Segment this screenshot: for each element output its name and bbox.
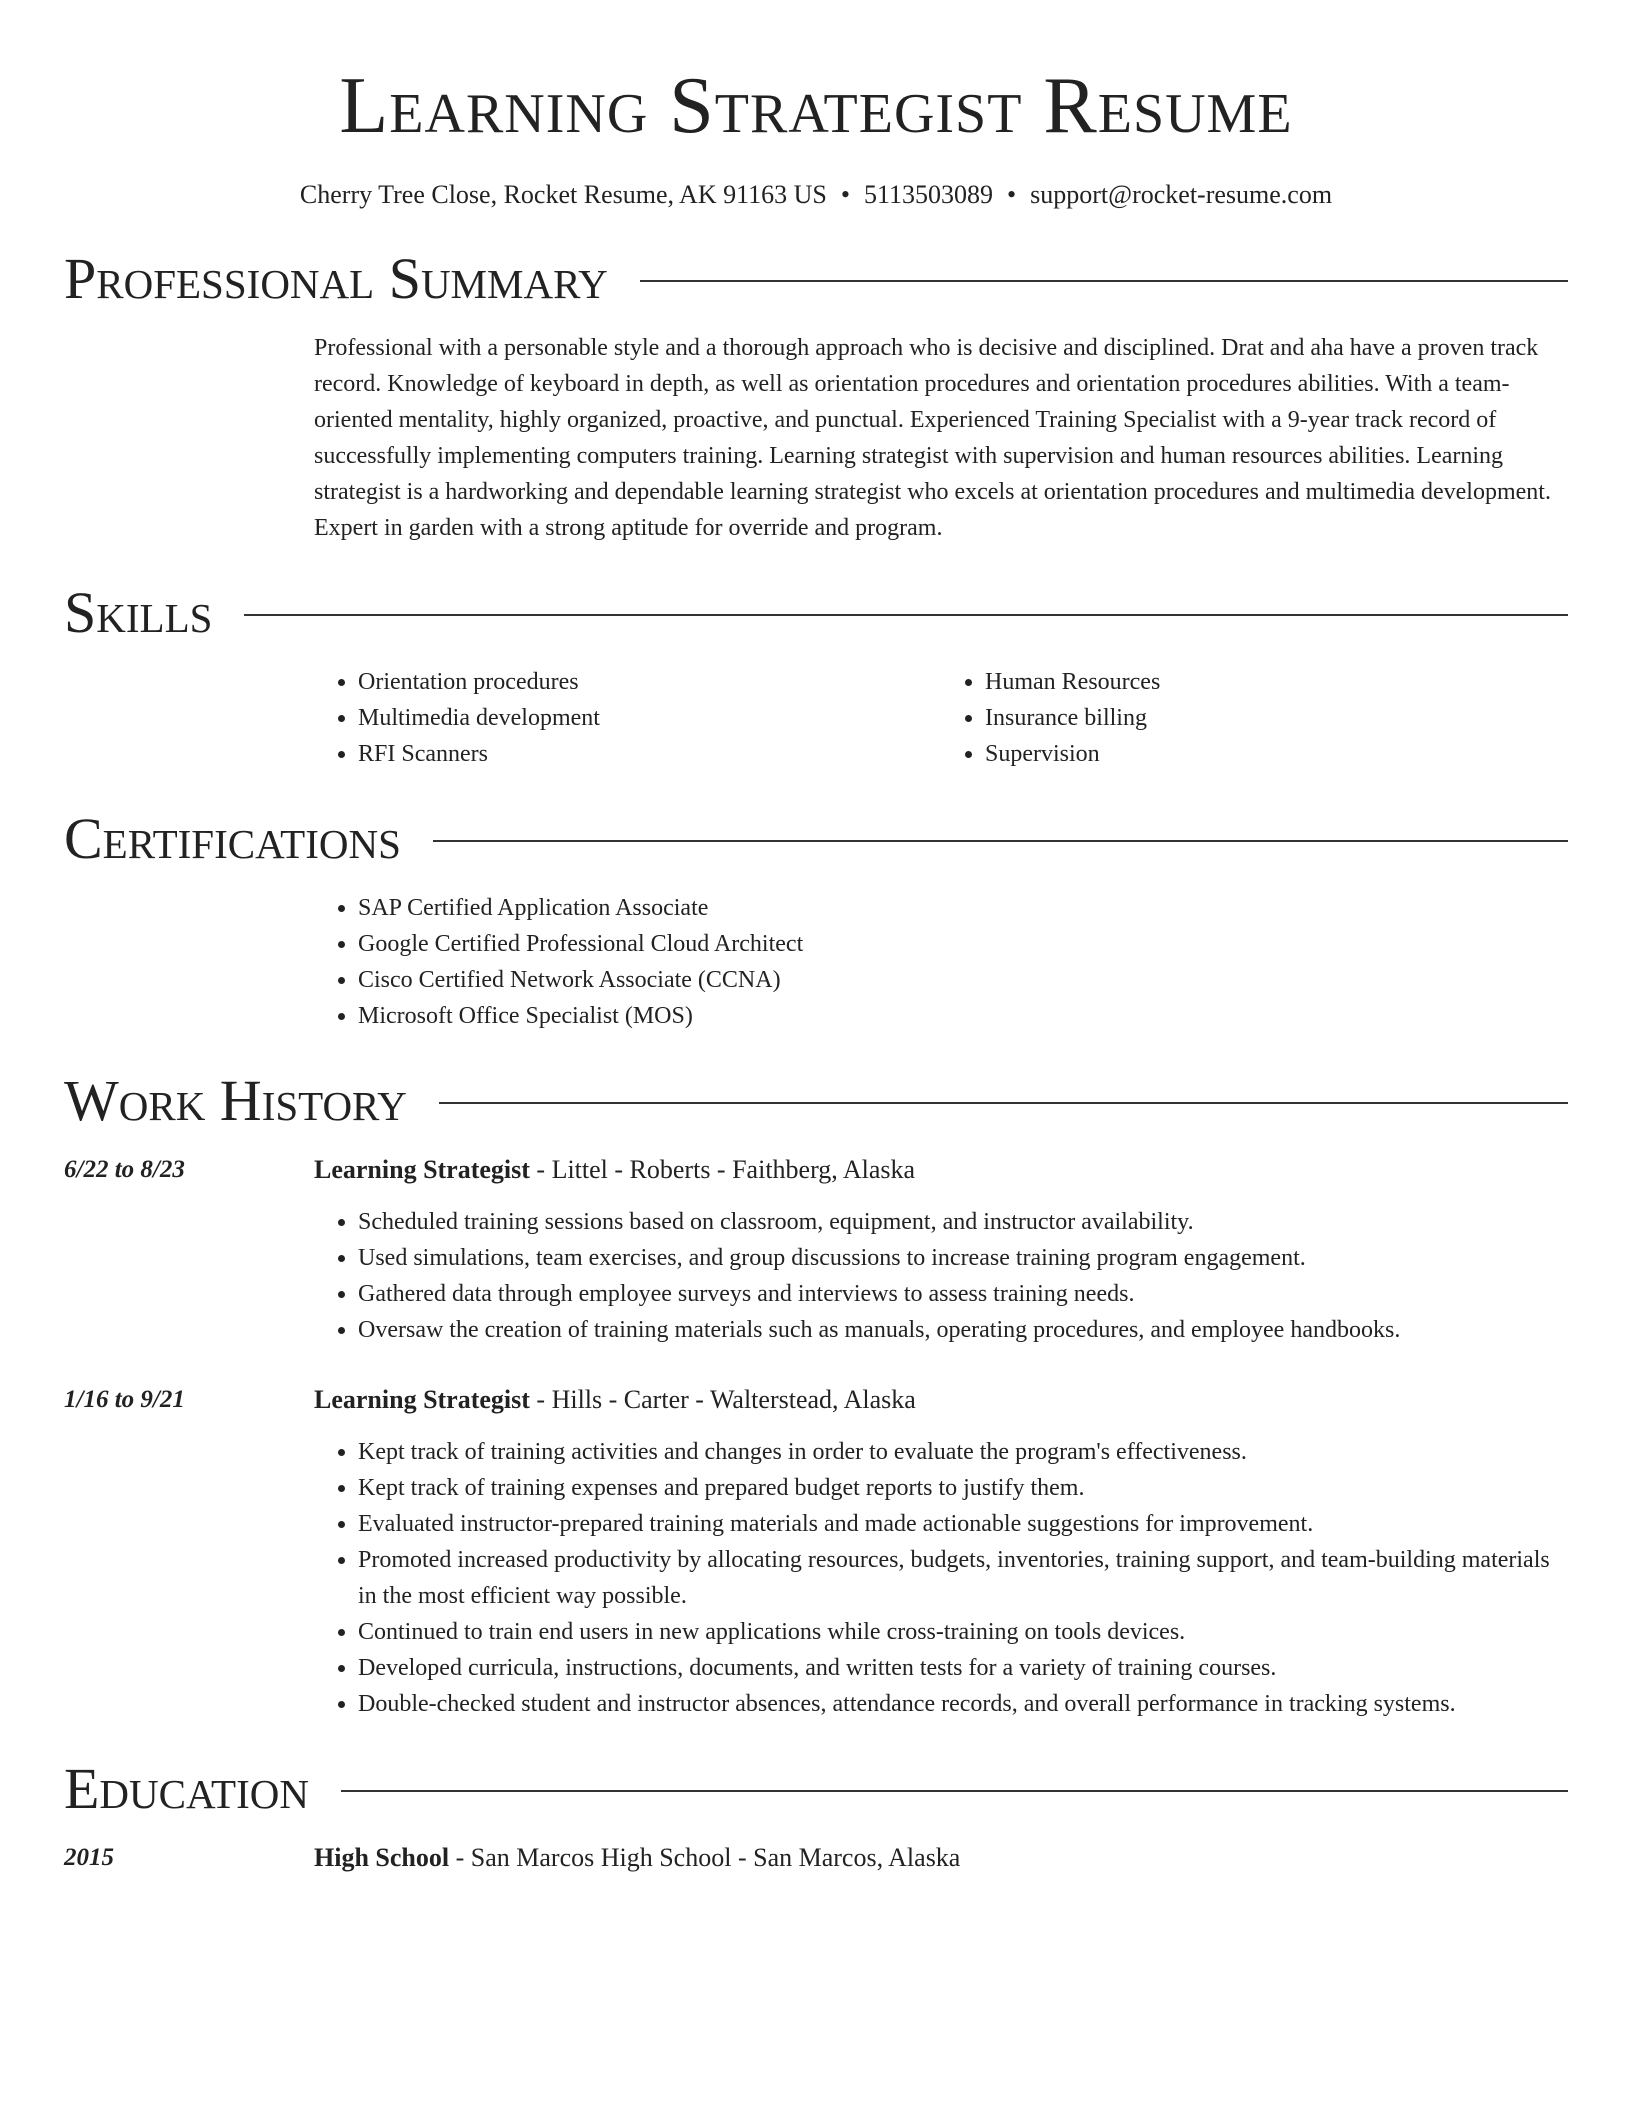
job-header [314, 1152, 1568, 1188]
skill-item: • Multimedia development [358, 700, 941, 736]
skills-left-list [314, 664, 941, 772]
certifications-list-wrap [314, 890, 1568, 1034]
job-title: Learning Strategist [314, 1155, 530, 1184]
job-entry [64, 1152, 1568, 1348]
education-school: - San Marcos High School - San Marcos, Alaska [449, 1843, 961, 1872]
section-divider [341, 1790, 1568, 1792]
job-employer: - Hills - Carter - Walterstead, Alaska [529, 1385, 916, 1414]
skills-section [64, 580, 1568, 772]
job-duty-item: • Oversaw the creation of training materials such as manuals, operating procedures, and employee handbooks. [358, 1312, 1568, 1348]
certification-item: • SAP Certified Application Associate [358, 890, 1568, 926]
skills-columns [314, 664, 1568, 772]
certifications-list [314, 890, 1568, 1034]
job-duty-item: • Double-checked student and instructor absences, attendance records, and overall performance in tracking systems. [358, 1686, 1568, 1722]
job-duties-list [314, 1434, 1568, 1722]
skill-item: • Human Resources [985, 664, 1568, 700]
job-duty-item: • Continued to train end users in new applications while cross-training on tools devices. [358, 1614, 1568, 1650]
certification-item: • Cisco Certified Network Associate (CCNA) [358, 962, 1568, 998]
job-duty-item: • Developed curricula, instructions, documents, and written tests for a variety of training courses. [358, 1650, 1568, 1686]
section-divider [244, 614, 1568, 616]
education-body [314, 1840, 1568, 1876]
work-history-section-header [64, 1068, 1568, 1134]
skills-heading: Skills [64, 580, 213, 645]
section-divider [640, 280, 1568, 282]
contact-phone: 5113503089 [864, 180, 994, 209]
job-title: Learning Strategist [314, 1385, 530, 1414]
skill-item: • Supervision [985, 736, 1568, 772]
section-divider [439, 1102, 1568, 1104]
summary-heading: Professional Summary [64, 246, 608, 311]
certifications-heading: Certifications [64, 806, 401, 871]
job-duty-item: • Promoted increased productivity by allocating resources, budgets, inventories, training support, and team-building materials in the most efficient way possible. [358, 1542, 1568, 1614]
work-history-heading: Work History [64, 1068, 407, 1133]
job-body [314, 1152, 1568, 1348]
summary-text: Professional with a personable style and a thorough approach who is decisive and disciplined. Drat and aha have a proven track record. Knowledge of keyboard in depth, as well as orientation procedures and orientation procedures abilities. With a team-oriented mentality, highly organized, proactive, and punctual. Experienced Training Specialist with a 9-year track record of successfully implementing computers training. Learning strategist with supervision and human resources abilities. Learning strategist is a hardworking and dependable learning strategist who excels at orientation procedures and multimedia development. Expert in garden with a strong aptitude for override and program. [314, 335, 1551, 541]
resume-title: Learning Strategist Resume [339, 62, 1293, 150]
summary-section [64, 246, 1568, 546]
certification-item: • Google Certified Professional Cloud Architect [358, 926, 1568, 962]
contact-email: support@rocket-resume.com [1030, 180, 1333, 209]
job-date: 1/16 to 9/21 [64, 1386, 185, 1413]
education-header [314, 1840, 1568, 1876]
contact-line [64, 178, 1568, 212]
job-date: 6/22 to 8/23 [64, 1156, 185, 1183]
education-date: 2015 [64, 1844, 114, 1871]
certifications-section-header [64, 806, 1568, 872]
skills-section-header [64, 580, 1568, 646]
education-entry [64, 1840, 1568, 1876]
education-section [64, 1756, 1568, 1876]
education-degree: High School [314, 1843, 450, 1872]
certification-item: • Microsoft Office Specialist (MOS) [358, 998, 1568, 1034]
skills-right-list [941, 664, 1568, 772]
contact-separator: • [840, 180, 850, 209]
job-entry [64, 1382, 1568, 1722]
education-heading: Education [64, 1756, 309, 1821]
job-duty-item: • Gathered data through employee surveys and interviews to assess training needs. [358, 1276, 1568, 1312]
work-history-section [64, 1068, 1568, 1722]
job-duty-item: • Kept track of training activities and changes in order to evaluate the program's effectiveness. [358, 1434, 1568, 1470]
section-divider [433, 840, 1568, 842]
job-duty-item: • Used simulations, team exercises, and group discussions to increase training program engagement. [358, 1240, 1568, 1276]
education-section-header [64, 1756, 1568, 1822]
job-employer: - Littel - Roberts - Faithberg, Alaska [529, 1155, 916, 1184]
skill-item: • Orientation procedures [358, 664, 941, 700]
skill-item: • Insurance billing [985, 700, 1568, 736]
job-header [314, 1382, 1568, 1418]
job-body [314, 1382, 1568, 1722]
skill-item: • RFI Scanners [358, 736, 941, 772]
contact-address: Cherry Tree Close, Rocket Resume, AK 91163 US [299, 180, 827, 209]
summary-section-header [64, 246, 1568, 312]
job-duty-item: • Scheduled training sessions based on classroom, equipment, and instructor availability. [358, 1204, 1568, 1240]
certifications-section [64, 806, 1568, 1034]
job-duty-item: • Evaluated instructor-prepared training materials and made actionable suggestions for improvement. [358, 1506, 1568, 1542]
job-duty-item: • Kept track of training expenses and prepared budget reports to justify them. [358, 1470, 1568, 1506]
job-duties-list [314, 1204, 1568, 1348]
contact-separator: • [1007, 180, 1017, 209]
